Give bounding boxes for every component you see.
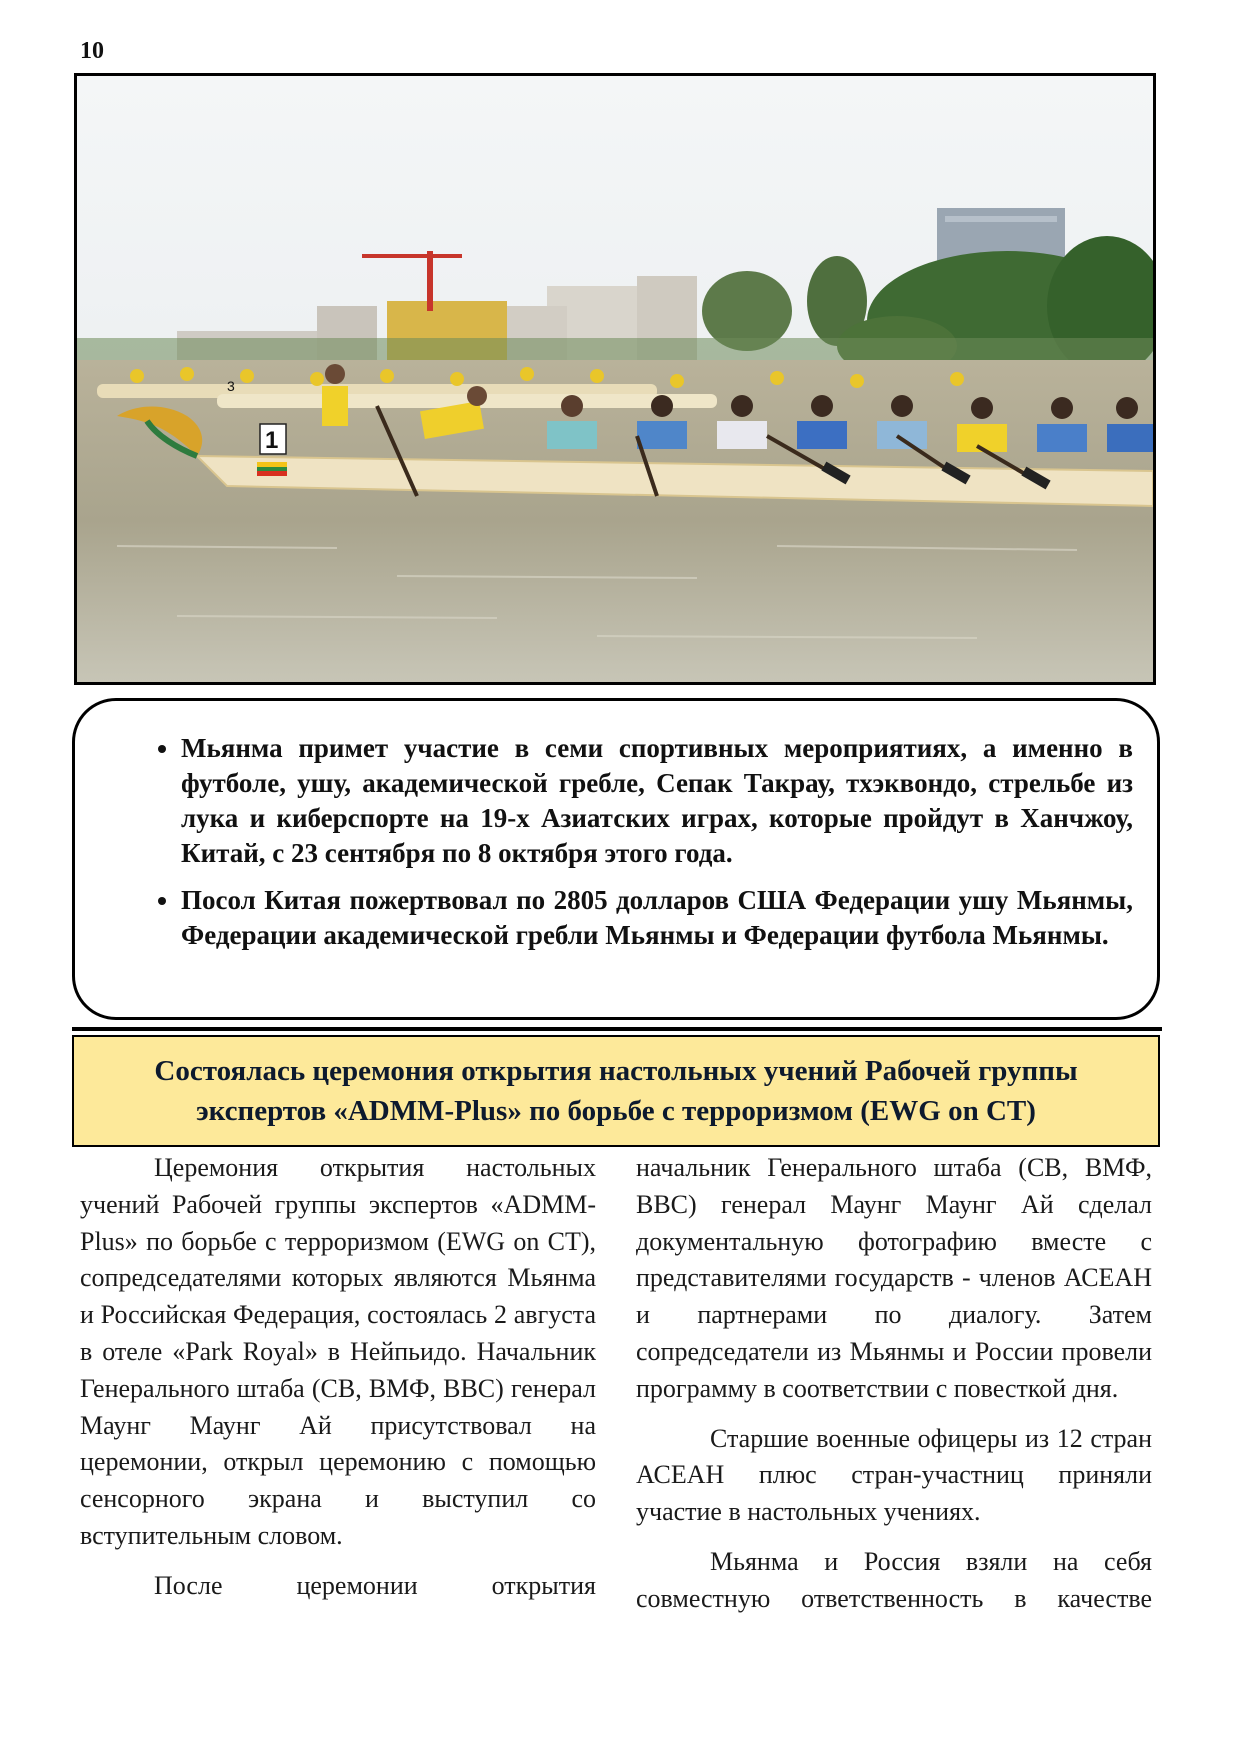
highlight-item: • Посол Китая пожертвовал по 2805 долларов США Федерации ушу Мьянмы, Федерации академической гребли Мьянмы и Федерации футбола Мьянмы. — [181, 883, 1133, 953]
article-paragraph: Мьянма и Россия взяли на себя совместную ответственность в качестве — [636, 1546, 1152, 1613]
article-paragraph: начальник Генерального штаба (СВ, ВМФ, ВВС) генерал Маунг Маунг Ай сделал документальную фотографию вместе с представителями государств - членов АСЕАН и партнерами по диалогу. Затем сопредседатели из Мьянмы и России провели программу в соответствии с повесткой дня. — [636, 1153, 1152, 1403]
headline-line-2: экспертов «ADMM-Plus» по борьбе с терроризмом (EWG on CT) — [196, 1095, 1036, 1127]
highlights-list — [131, 731, 1133, 953]
highlights-box — [72, 698, 1160, 1020]
page-number: 10 — [80, 38, 104, 64]
dragon-boat-race-illustration — [77, 76, 1153, 682]
article-column-left — [80, 1150, 596, 1618]
article-column-right — [636, 1150, 1152, 1631]
article-paragraph: Церемония открытия настольных учений Рабочей группы экспертов «ADMM-Plus» по борьбе с терроризмом (EWG on CT), сопредседателями которых являются Мьянма и Российская Федерация, состоялась 2 августа в отеле «Park Royal» в Нейпьидо. Начальник Генерального штаба (СВ, ВМФ, ВВС) генерал Маунг Маунг Ай присутствовал на церемонии, открыл церемонию с помощью сенсорного экрана и выступил со вступительным словом. — [80, 1153, 596, 1550]
section-divider — [72, 1027, 1162, 1031]
far-boat-number: 3 — [227, 378, 235, 394]
headline-line-1: Состоялась церемония открытия настольных учений Рабочей группы — [154, 1055, 1078, 1087]
article-paragraph: Старшие военные офицеры из 12 стран АСЕАН плюс стран-участниц приняли участие в настольных учениях. — [636, 1423, 1152, 1527]
article-paragraph: После церемонии открытия — [154, 1570, 596, 1600]
article-headline-box — [72, 1035, 1160, 1147]
highlight-item: • Мьянма примет участие в семи спортивных мероприятиях, а именно в футболе, ушу, академической гребле, Сепак Такрау, тхэквондо, стрельбе из лука и киберспорте на 19-х Азиатских играх, которые пройдут в Ханчжоу, Китай, с 23 сентября по 8 октября этого года. — [181, 731, 1133, 871]
article-headline — [154, 1051, 1077, 1131]
dragon-boat-photo — [74, 73, 1156, 685]
boat-number: 1 — [265, 427, 279, 454]
